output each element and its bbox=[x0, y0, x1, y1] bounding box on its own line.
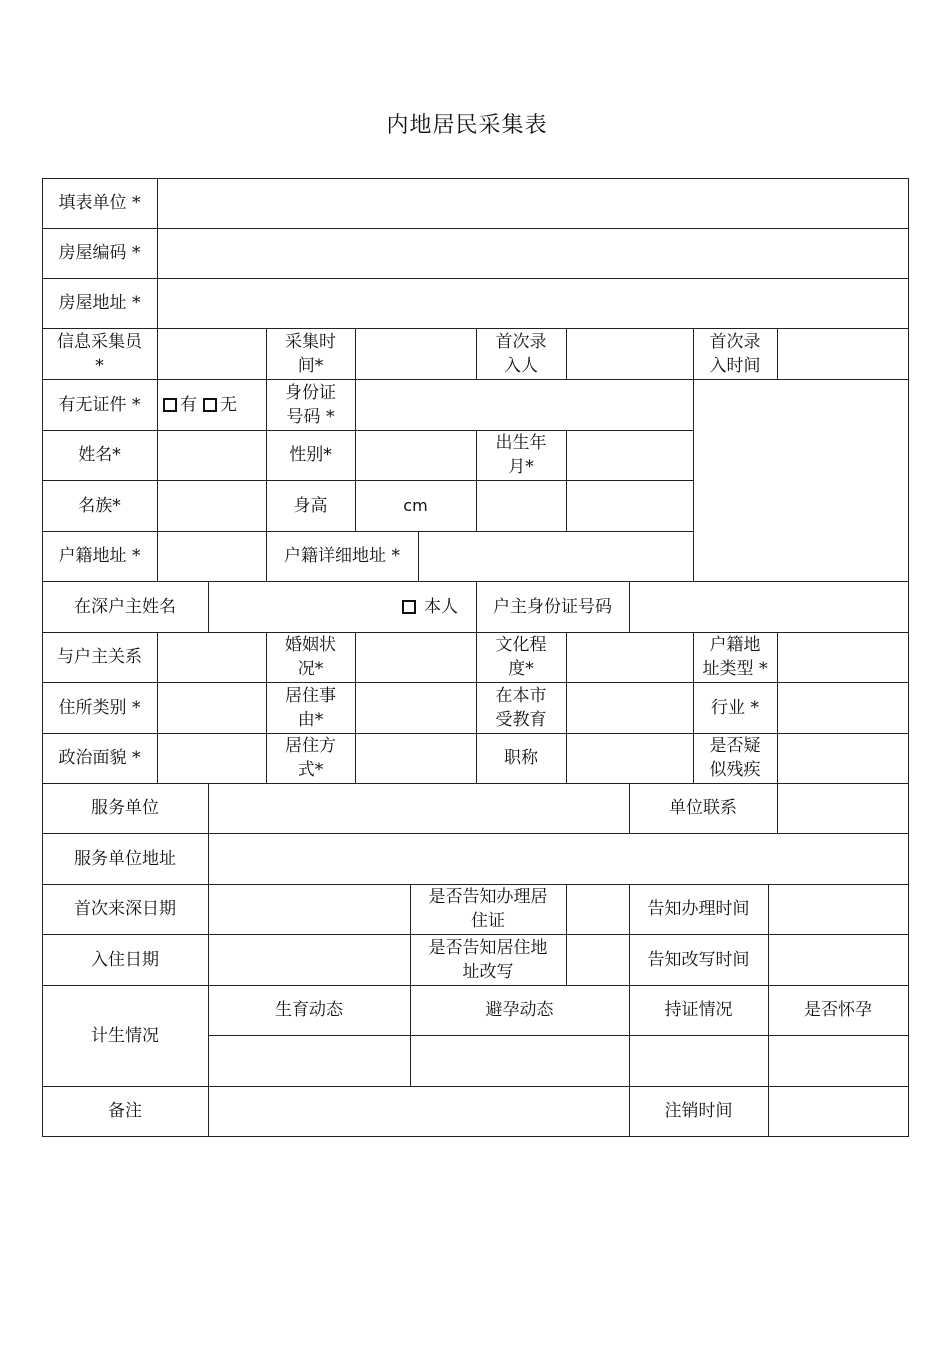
label-move-in: 入住日期 bbox=[91, 949, 159, 970]
input-reside-reason[interactable] bbox=[355, 682, 476, 733]
input-notify-time[interactable] bbox=[768, 884, 908, 934]
input-reside-mode[interactable] bbox=[355, 733, 476, 783]
input-collect-time[interactable] bbox=[355, 328, 476, 379]
header-pregnant: 是否怀孕 bbox=[804, 1000, 872, 1020]
page-title: 内地居民采集表 bbox=[386, 113, 548, 138]
input-householder-id[interactable] bbox=[629, 581, 908, 632]
input-notify-change[interactable] bbox=[566, 934, 629, 985]
input-relation[interactable] bbox=[157, 632, 266, 682]
input-hukou-address[interactable] bbox=[157, 531, 266, 581]
label-id-number: 身份证 号码 * bbox=[285, 382, 336, 427]
input-service-unit[interactable] bbox=[208, 783, 629, 833]
label-service-unit-address: 服务单位地址 bbox=[74, 848, 176, 869]
table-rule bbox=[42, 1136, 909, 1137]
label-householder-name: 在深户主姓名 bbox=[74, 596, 176, 617]
input-industry[interactable] bbox=[777, 682, 908, 733]
label-service-unit: 服务单位 bbox=[91, 798, 159, 818]
checkbox-icon[interactable] bbox=[163, 398, 177, 412]
input-hukou-type[interactable] bbox=[777, 632, 908, 682]
input-height[interactable] bbox=[355, 480, 476, 531]
input-change-time[interactable] bbox=[768, 934, 908, 985]
input-id-number[interactable] bbox=[355, 379, 693, 430]
label-reside-mode: 居住方 式* bbox=[285, 736, 336, 780]
input-move-in[interactable] bbox=[208, 934, 410, 985]
input-notify-permit[interactable] bbox=[566, 884, 629, 934]
input-marital[interactable] bbox=[355, 632, 476, 682]
label-unit-contact: 单位联系 bbox=[669, 798, 737, 818]
label-hukou-address: 户籍地址 * bbox=[58, 546, 141, 566]
label-fill-unit: 填表单位 * bbox=[58, 193, 141, 213]
label-marital: 婚姻状 况* bbox=[285, 635, 336, 679]
input-collector[interactable] bbox=[157, 328, 266, 379]
label-change-time: 告知改写时间 bbox=[647, 949, 750, 970]
label-remarks: 备注 bbox=[108, 1101, 142, 1121]
input-name[interactable] bbox=[157, 430, 266, 480]
input-house-address[interactable] bbox=[157, 278, 908, 328]
label-reside-reason: 居住事 由* bbox=[285, 685, 336, 730]
label-birth: 出生年 月* bbox=[495, 433, 547, 477]
input-house-code[interactable] bbox=[157, 228, 908, 278]
label-house-address: 房屋地址 * bbox=[58, 293, 141, 313]
has-id-options bbox=[157, 379, 266, 430]
input-hukou-detail[interactable] bbox=[418, 531, 693, 581]
input-birth[interactable] bbox=[566, 430, 693, 480]
label-has-id: 有无证件 * bbox=[58, 394, 141, 415]
label-political: 政治面貌 * bbox=[58, 748, 141, 768]
input-gender[interactable] bbox=[355, 430, 476, 480]
input-local-education[interactable] bbox=[566, 682, 693, 733]
input-disabled[interactable] bbox=[777, 733, 908, 783]
table-rule bbox=[908, 178, 909, 1137]
checkbox-icon[interactable] bbox=[203, 398, 217, 412]
input-service-unit-address[interactable] bbox=[208, 833, 908, 884]
input-cancel-time[interactable] bbox=[768, 1086, 908, 1136]
self-option[interactable]: 本人 bbox=[402, 595, 458, 619]
label-industry: 行业 * bbox=[711, 697, 759, 718]
header-contraception: 避孕动态 bbox=[485, 1000, 554, 1020]
label-height: 身高 bbox=[293, 495, 328, 516]
input-remarks[interactable] bbox=[208, 1086, 629, 1136]
input-job-title[interactable] bbox=[566, 733, 693, 783]
input-first-entry-time[interactable] bbox=[777, 328, 908, 379]
input-pregnant[interactable] bbox=[768, 1035, 908, 1086]
label-collector: 信息采集员 * bbox=[57, 331, 142, 376]
blank-cell bbox=[476, 480, 566, 531]
input-householder-name[interactable] bbox=[208, 581, 476, 632]
label-cancel-time: 注销时间 bbox=[664, 1101, 733, 1121]
input-unit-contact[interactable] bbox=[777, 783, 908, 833]
label-hukou-detail: 户籍详细地址 * bbox=[284, 546, 400, 566]
checkbox-icon[interactable] bbox=[402, 600, 416, 614]
label-residence-type: 住所类别 * bbox=[58, 697, 141, 718]
label-ethnicity: 名族* bbox=[78, 495, 121, 516]
header-certificate: 持证情况 bbox=[664, 1000, 733, 1020]
has-id-no-option[interactable]: 无 bbox=[203, 393, 237, 417]
has-id-yes-option[interactable]: 有 bbox=[163, 393, 197, 417]
input-fill-unit[interactable] bbox=[157, 178, 908, 228]
input-ethnicity[interactable] bbox=[157, 480, 266, 531]
input-certificate[interactable] bbox=[629, 1035, 768, 1086]
input-contraception[interactable] bbox=[410, 1035, 629, 1086]
blank-cell bbox=[566, 480, 693, 531]
label-first-entry-time: 首次录 入时间 bbox=[709, 331, 761, 376]
label-notify-time: 告知办理时间 bbox=[647, 899, 750, 919]
header-birth-status: 生育动态 bbox=[275, 1000, 343, 1020]
input-education[interactable] bbox=[566, 632, 693, 682]
input-political[interactable] bbox=[157, 733, 266, 783]
label-hukou-type: 户籍地 址类型 * bbox=[702, 635, 768, 679]
label-job-title: 职称 bbox=[504, 748, 538, 768]
input-first-entry-person[interactable] bbox=[566, 328, 693, 379]
label-householder-id: 户主身份证号码 bbox=[493, 596, 612, 617]
label-relation: 与户主关系 bbox=[57, 647, 142, 667]
height-unit: cm bbox=[403, 495, 428, 515]
label-name: 姓名* bbox=[78, 445, 121, 465]
label-family-planning: 计生情况 bbox=[91, 1025, 159, 1046]
label-notify-change: 是否告知居住地 址改写 bbox=[428, 937, 548, 982]
label-house-code: 房屋编码 * bbox=[58, 243, 141, 263]
label-local-education: 在本市 受教育 bbox=[495, 685, 547, 730]
photo-area bbox=[693, 379, 908, 581]
label-first-entry-person: 首次录 入人 bbox=[495, 331, 547, 376]
label-first-arrival: 首次来深日期 bbox=[74, 899, 176, 919]
label-disabled: 是否疑 似残疾 bbox=[709, 736, 761, 780]
input-residence-type[interactable] bbox=[157, 682, 266, 733]
label-collect-time: 采集时 间* bbox=[285, 331, 336, 376]
input-birth-status[interactable] bbox=[208, 1035, 410, 1086]
input-first-arrival[interactable] bbox=[208, 884, 410, 934]
label-notify-permit: 是否告知办理居 住证 bbox=[428, 887, 548, 931]
label-gender: 性别* bbox=[289, 445, 332, 465]
label-education: 文化程 度* bbox=[495, 635, 547, 679]
